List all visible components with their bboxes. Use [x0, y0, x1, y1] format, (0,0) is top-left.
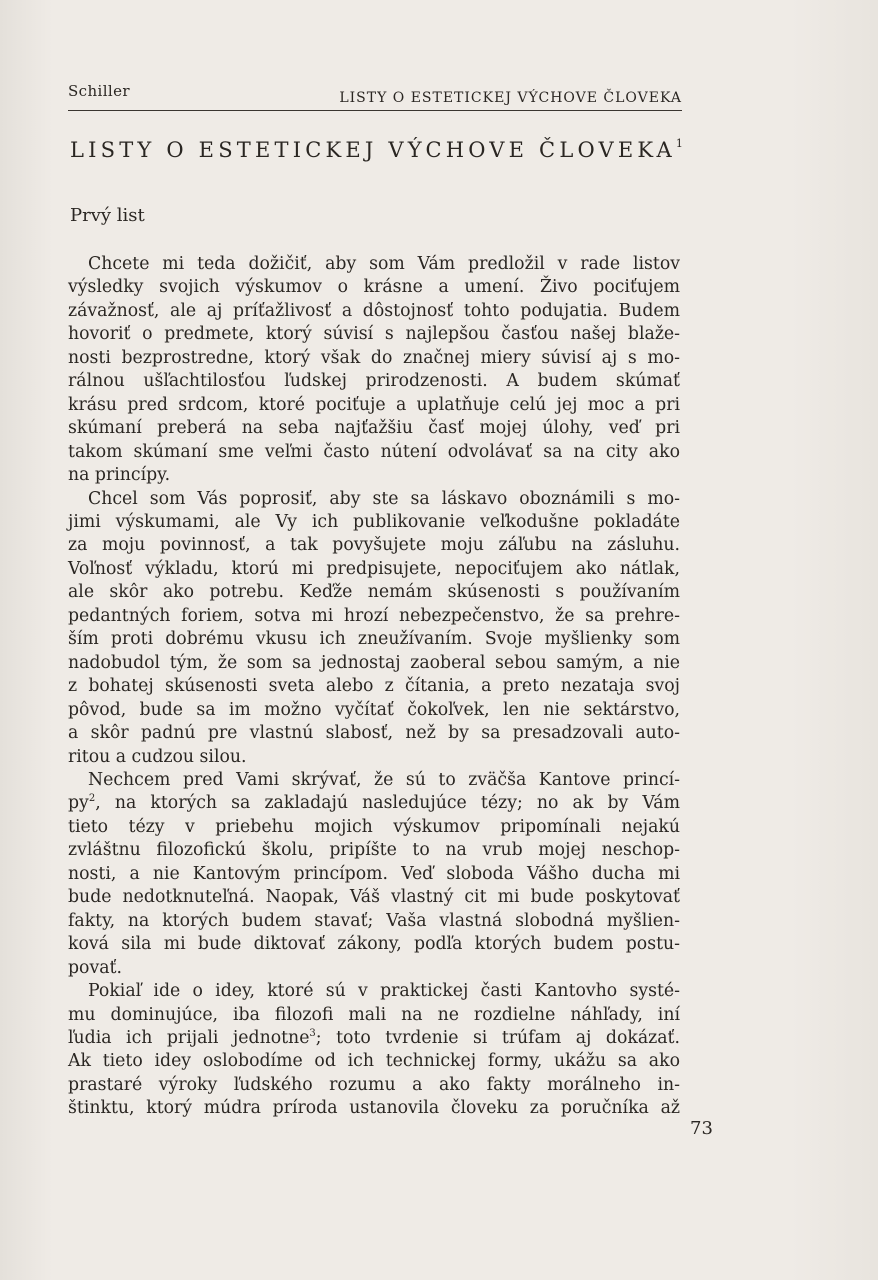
text-line: [68, 699, 680, 722]
text-line-content: fakty, na ktorých budem stavať; Vaša vlastná slobodná myšlien-: [68, 910, 680, 931]
page-number: 73: [690, 1118, 713, 1139]
text-line: [68, 886, 680, 909]
text-line: [68, 464, 680, 487]
text-line-content: jimi výskumami, ale Vy ich publikovanie veľkodušne pokladáte: [68, 511, 680, 532]
text-line: [68, 1074, 680, 1097]
text-line: [68, 511, 680, 534]
text-line-content: pedantných foriem, sotva mi hrozí nebezpečenstvo, že sa prehre-: [68, 605, 680, 626]
text-line-content: bude nedotknuteľná. Naopak, Váš vlastný cit mi bude poskytovať: [68, 887, 680, 908]
text-line-content: takom skúmaní sme veľmi často nútení odvolávať sa na city ako: [68, 441, 680, 462]
header-author: Schiller: [68, 82, 130, 100]
text-line-content: hovoriť o predmete, ktorý súvisí s najlepšou časťou našej blaže-: [68, 324, 680, 345]
text-line: [68, 628, 680, 651]
header-running-title: LISTY O ESTETICKEJ VÝCHOVE ČLOVEKA: [339, 90, 682, 106]
title-footnote-mark: 1: [675, 137, 683, 150]
text-line: [68, 1050, 680, 1073]
text-line-content: py: [68, 793, 89, 814]
text-line-content: z bohatej skúsenosti sveta alebo z čítania, a preto nezataja svoj: [68, 676, 680, 697]
article-title: [70, 137, 710, 162]
text-line-content: tieto tézy v priebehu mojich výskumov pripomínali nejakú: [68, 816, 680, 837]
text-line-content: krásu pred srdcom, ktoré pociťuje a uplatňuje celú jej moc a pri: [68, 394, 680, 415]
text-line-content: nosti, a nie Kantovým princípom. Veď sloboda Vášho ducha mi: [68, 863, 680, 884]
text-line: [68, 1097, 680, 1120]
text-line-content: Pokiaľ ide o idey, ktoré sú v praktickej časti Kantovho systé-: [88, 981, 680, 1002]
text-line: [68, 769, 680, 792]
text-line: [68, 910, 680, 933]
text-line: [68, 394, 680, 417]
text-line-content: Chcete mi teda dožičiť, aby som Vám predložil v rade listov: [88, 254, 680, 274]
text-line: [68, 300, 680, 323]
text-line: [68, 534, 680, 557]
text-line-content: a skôr padnú pre vlastnú slabosť, než by sa presadzovali auto-: [68, 723, 680, 744]
text-line-content: závažnosť, ale aj príťažlivosť a dôstojnosť tohto podujatia. Budem: [68, 300, 680, 321]
text-line-content: ale skôr ako potrebu. Keďže nemám skúsenosti s používaním: [68, 582, 680, 603]
text-line-content: ritou a cudzou silou.: [68, 746, 247, 767]
text-line-content: , na ktorých sa zakladajú nasledujúce tézy; no ak by Vám: [95, 793, 680, 814]
text-line: [68, 746, 680, 769]
text-line-content: pôvod, bude sa im možno vyčítať čokoľvek, len nie sektárstvo,: [68, 699, 680, 720]
text-line: [68, 441, 680, 464]
text-line-content: ľudia ich prijali jednotne: [68, 1027, 310, 1048]
text-line-content: ším proti dobrému vkusu ich zneužívaním. Svoje myšlienky som: [68, 629, 680, 650]
text-line: [68, 488, 680, 511]
footnote-mark: 3: [309, 1027, 316, 1039]
text-line-content: skúmaní preberá na seba najťažšiu časť mojej úlohy, veď pri: [68, 418, 680, 439]
text-line-content: Nechcem pred Vami skrývať, že sú to zväčša Kantove princí-: [88, 769, 680, 790]
text-line-content: Ak tieto idey oslobodíme od ich technickej formy, ukážu sa ako: [68, 1051, 680, 1072]
text-line: [68, 792, 680, 815]
text-line: [68, 1004, 680, 1027]
text-line: [68, 863, 680, 886]
text-line: [68, 675, 680, 698]
text-line-content: rálnou ušľachtilosťou ľudskej prirodzenosti. A budem skúmať: [68, 371, 680, 392]
text-line: [68, 370, 680, 393]
text-line: [68, 253, 680, 276]
text-line: [68, 323, 680, 346]
text-line-content: ková sila mi bude diktovať zákony, podľa ktorých budem postu-: [68, 934, 680, 955]
text-line-content: nosti bezprostredne, ktorý však do značnej miery súvisí aj s mo-: [68, 347, 680, 368]
text-line-content: Chcel som Vás poprosiť, aby ste sa láskavo oboznámili s mo-: [88, 488, 680, 509]
text-line: [68, 652, 680, 675]
section-heading: Prvý list: [70, 205, 145, 226]
text-line: [68, 980, 680, 1003]
text-line: [68, 816, 680, 839]
text-line: [68, 722, 680, 745]
text-line: [68, 605, 680, 628]
text-line-content: zvláštnu filozofickú školu, pripíšte to na vrub mojej neschop-: [68, 840, 680, 861]
body-text: [68, 253, 680, 1121]
text-line-content: Voľnosť výkladu, ktorú mi predpisujete, nepociťujem ako nátlak,: [68, 558, 680, 579]
text-line-content: výsledky svojich výskumov o krásne a umení. Živo pociťujem: [68, 277, 680, 298]
text-line-content: štinktu, ktorý múdra príroda ustanovila človeku za poručníka až: [68, 1098, 680, 1119]
text-line: [68, 957, 680, 980]
text-line-content: nadobudol tým, že som sa jednostaj zaoberal sebou samým, a nie: [68, 652, 680, 673]
text-line: [68, 417, 680, 440]
text-line-content: mu dominujúce, iba filozofi mali na ne rozdielne náhľady, iní: [68, 1004, 680, 1025]
text-line-content: na princípy.: [68, 465, 171, 486]
text-line: [68, 839, 680, 862]
text-line-content: za moju povinnosť, a tak povyšujete moju záľubu na zásluhu.: [68, 535, 680, 556]
text-line: [68, 933, 680, 956]
text-line: [68, 1027, 680, 1050]
text-line: [68, 276, 680, 299]
text-line-content: prastaré výroky ľudského rozumu a ako fakty morálneho in-: [68, 1074, 680, 1095]
text-line-content: povať.: [68, 957, 122, 978]
article-title-text: LISTY O ESTETICKEJ VÝCHOVE ČLOVEKA: [70, 138, 676, 162]
footnote-mark: 2: [88, 793, 96, 805]
text-line-content: ; toto tvrdenie si trúfam aj dokázať.: [315, 1027, 680, 1048]
text-line: [68, 558, 680, 581]
text-line: [68, 581, 680, 604]
text-line: [68, 347, 680, 370]
header-rule: [68, 110, 682, 111]
